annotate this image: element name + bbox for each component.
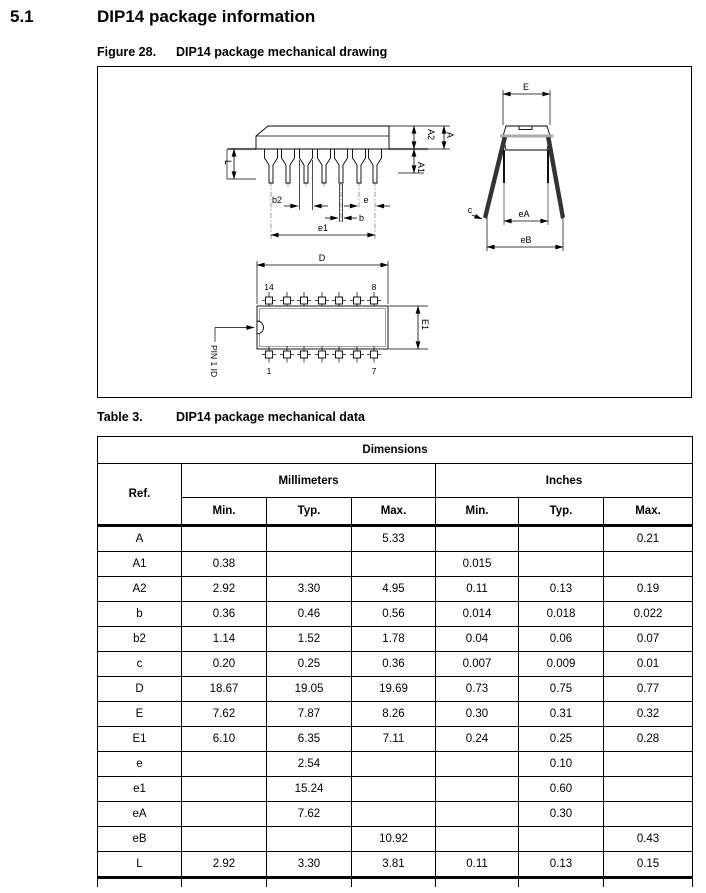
dim-label-A: A: [445, 132, 455, 139]
ref-cell: b: [98, 602, 182, 627]
ref-cell: eB: [98, 827, 182, 852]
value-cell: 0.25: [519, 727, 604, 752]
side-view: [223, 126, 455, 239]
header-dimensions: Dimensions: [98, 437, 693, 464]
section-number: 5.1: [10, 7, 34, 26]
dim-label-E1: E1: [420, 319, 430, 331]
value-cell: 0.10: [519, 752, 604, 777]
value-cell: [352, 802, 436, 827]
pin-number-8: 8: [371, 282, 377, 292]
table-row: [98, 677, 693, 702]
value-cell: 2.54: [267, 752, 352, 777]
dim-label-b2: b2: [271, 195, 282, 205]
value-cell: 6.10: [182, 727, 267, 752]
value-cell: 0.11: [436, 852, 519, 878]
value-cell: 0.15: [604, 852, 693, 878]
value-cell: 19.69: [352, 677, 436, 702]
value-cell: 0.38: [182, 552, 267, 577]
value-cell: 1.52: [267, 627, 352, 652]
value-cell: 0.007: [436, 652, 519, 677]
value-cell: [436, 802, 519, 827]
table-row: [98, 727, 693, 752]
value-cell: 0.13: [519, 577, 604, 602]
value-cell: 5.33: [352, 526, 436, 552]
mech-table-body: [98, 526, 693, 878]
value-cell: [352, 777, 436, 802]
value-cell: 0.11: [436, 577, 519, 602]
table-caption: [97, 410, 365, 424]
value-cell: [519, 552, 604, 577]
value-cell: 1.14: [182, 627, 267, 652]
value-cell: [182, 777, 267, 802]
ref-cell: E: [98, 702, 182, 727]
dim-label-eA: eA: [518, 209, 530, 219]
value-cell: 0.018: [519, 602, 604, 627]
dim-label-L: L: [223, 160, 233, 166]
value-cell: 3.30: [267, 852, 352, 878]
value-cell: 10.92: [352, 827, 436, 852]
value-cell: 0.24: [436, 727, 519, 752]
value-cell: 1.78: [352, 627, 436, 652]
mechanical-drawing: [98, 67, 691, 397]
value-cell: 0.19: [604, 577, 693, 602]
value-cell: 0.46: [267, 602, 352, 627]
header-mm-typ: Typ.: [267, 498, 352, 526]
ref-cell: L: [98, 852, 182, 878]
figure-caption: [97, 45, 387, 59]
table-row: [98, 752, 693, 777]
section-title: DIP14 package information: [97, 7, 316, 26]
value-cell: [182, 752, 267, 777]
ref-cell: D: [98, 677, 182, 702]
header-in-typ: Typ.: [519, 498, 604, 526]
mechanical-data-table: [97, 436, 693, 887]
table-row: [98, 652, 693, 677]
pin1-id-label: PIN 1 ID: [209, 345, 219, 378]
value-cell: [267, 827, 352, 852]
table-row: [98, 526, 693, 552]
value-cell: 0.73: [436, 677, 519, 702]
value-cell: [352, 552, 436, 577]
value-cell: 0.31: [519, 702, 604, 727]
value-cell: 0.36: [182, 602, 267, 627]
value-cell: 19.05: [267, 677, 352, 702]
value-cell: 0.21: [604, 526, 693, 552]
table-row: [98, 552, 693, 577]
value-cell: [182, 827, 267, 852]
value-cell: 6.35: [267, 727, 352, 752]
dim-label-e: e: [363, 195, 369, 205]
value-cell: 3.81: [352, 852, 436, 878]
value-cell: 0.022: [604, 602, 693, 627]
value-cell: 0.32: [604, 702, 693, 727]
figure-title: DIP14 package mechanical drawing: [176, 45, 388, 59]
table-label: Table 3.: [97, 410, 143, 424]
value-cell: 0.25: [267, 652, 352, 677]
value-cell: [604, 802, 693, 827]
value-cell: 0.30: [519, 802, 604, 827]
end-view: [468, 82, 565, 251]
table-row: [98, 852, 693, 878]
value-cell: 0.13: [519, 852, 604, 878]
table-row: [98, 777, 693, 802]
value-cell: [182, 526, 267, 552]
value-cell: 8.26: [352, 702, 436, 727]
value-cell: 0.36: [352, 652, 436, 677]
value-cell: 0.015: [436, 552, 519, 577]
value-cell: 0.07: [604, 627, 693, 652]
ref-cell: e1: [98, 777, 182, 802]
value-cell: 0.60: [519, 777, 604, 802]
value-cell: 7.62: [182, 702, 267, 727]
header-mm-max: Max.: [352, 498, 436, 526]
dim-label-A1: A1: [416, 162, 426, 174]
header-row-minmax: [98, 498, 693, 526]
ref-cell: A2: [98, 577, 182, 602]
value-cell: 0.77: [604, 677, 693, 702]
ref-cell: E1: [98, 727, 182, 752]
pin-number-7: 7: [371, 366, 377, 376]
value-cell: 0.75: [519, 677, 604, 702]
value-cell: [436, 827, 519, 852]
value-cell: 0.43: [604, 827, 693, 852]
dim-label-D: D: [318, 253, 326, 263]
table-row: [98, 802, 693, 827]
pin-number-14: 14: [264, 282, 274, 292]
table-row: [98, 577, 693, 602]
value-cell: 0.28: [604, 727, 693, 752]
value-cell: [436, 752, 519, 777]
value-cell: [519, 526, 604, 552]
dim-label-E: E: [522, 82, 530, 92]
value-cell: [267, 526, 352, 552]
value-cell: 0.01: [604, 652, 693, 677]
header-millimeters: Millimeters: [182, 464, 436, 498]
value-cell: 0.009: [519, 652, 604, 677]
header-in-min: Min.: [436, 498, 519, 526]
ref-cell: eA: [98, 802, 182, 827]
value-cell: [604, 777, 693, 802]
table-row: [98, 702, 693, 727]
dim-label-eB: eB: [520, 235, 532, 245]
value-cell: 2.92: [182, 852, 267, 878]
value-cell: [182, 802, 267, 827]
figure-label: Figure 28.: [97, 45, 157, 59]
value-cell: 0.06: [519, 627, 604, 652]
value-cell: 7.62: [267, 802, 352, 827]
ref-cell: A1: [98, 552, 182, 577]
dim-label-c: c: [467, 205, 473, 215]
table-row: [98, 827, 693, 852]
value-cell: [519, 827, 604, 852]
dim-label-b: b: [359, 213, 365, 223]
value-cell: [267, 552, 352, 577]
dim-label-e1: e1: [317, 223, 329, 233]
value-cell: [604, 552, 693, 577]
header-ref: Ref.: [98, 464, 182, 526]
value-cell: 15.24: [267, 777, 352, 802]
ref-cell: b2: [98, 627, 182, 652]
table-row: [98, 602, 693, 627]
figure-box: [97, 66, 692, 398]
header-row-units: [98, 464, 693, 498]
value-cell: 0.20: [182, 652, 267, 677]
ref-cell: e: [98, 752, 182, 777]
ref-cell: c: [98, 652, 182, 677]
value-cell: 0.014: [436, 602, 519, 627]
header-mm-min: Min.: [182, 498, 267, 526]
top-view: [209, 253, 430, 377]
pin-number-1: 1: [266, 366, 272, 376]
header-in-max: Max.: [604, 498, 693, 526]
value-cell: 0.04: [436, 627, 519, 652]
value-cell: 7.11: [352, 727, 436, 752]
value-cell: 18.67: [182, 677, 267, 702]
value-cell: 4.95: [352, 577, 436, 602]
value-cell: [352, 752, 436, 777]
header-row-dimensions: [98, 437, 693, 464]
value-cell: 0.56: [352, 602, 436, 627]
header-inches: Inches: [436, 464, 693, 498]
value-cell: [604, 752, 693, 777]
value-cell: 2.92: [182, 577, 267, 602]
ref-cell: A: [98, 526, 182, 552]
dim-label-A2: A2: [426, 129, 436, 141]
value-cell: [436, 777, 519, 802]
value-cell: [436, 526, 519, 552]
value-cell: 7.87: [267, 702, 352, 727]
value-cell: 0.30: [436, 702, 519, 727]
table-title: DIP14 package mechanical data: [176, 410, 365, 424]
value-cell: 3.30: [267, 577, 352, 602]
table-bottom-stub: [98, 878, 693, 888]
table-row: [98, 627, 693, 652]
